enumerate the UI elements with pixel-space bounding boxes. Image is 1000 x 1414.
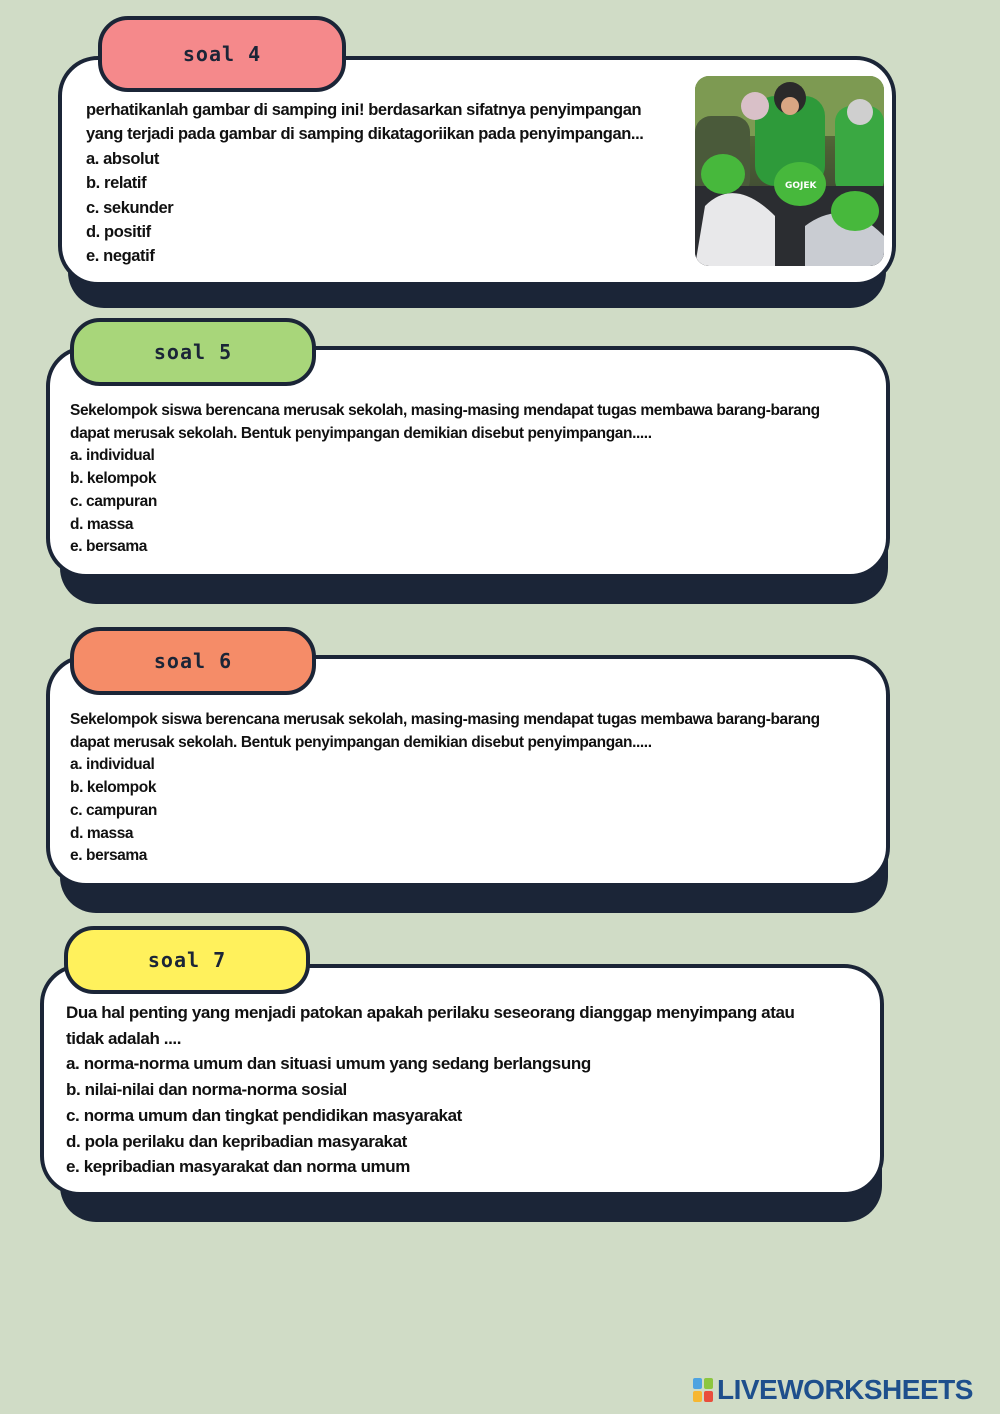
soal5-question-line1: Sekelompok siswa berencana merusak sekolah, masing-masing mendapat tugas membawa barang-barang bbox=[70, 402, 820, 419]
option-d[interactable]: d. positif bbox=[86, 223, 151, 242]
option-b[interactable]: b. kelompok bbox=[70, 470, 157, 488]
soal7-options[interactable] bbox=[66, 1051, 795, 1180]
option-e[interactable]: e. bersama bbox=[70, 538, 147, 556]
option-c[interactable]: c. campuran bbox=[70, 801, 157, 819]
option-e[interactable]: e. bersama bbox=[70, 847, 147, 865]
ojek-photo-illustration bbox=[695, 76, 884, 266]
soal6-question bbox=[70, 709, 820, 868]
soal7-question-line1: Dua hal penting yang menjadi patokan apakah perilaku seseorang dianggap menyimpang atau bbox=[66, 1003, 795, 1022]
soal5-question-line2: dapat merusak sekolah. Bentuk penyimpangan demikian disebut penyimpangan..... bbox=[70, 424, 652, 442]
option-b[interactable]: b. nilai-nilai dan norma-norma sosial bbox=[66, 1080, 347, 1100]
option-c[interactable]: c. norma umum dan tingkat pendidikan masyarakat bbox=[66, 1105, 462, 1125]
soal6-question-line2: dapat merusak sekolah. Bentuk penyimpangan demikian disebut penyimpangan..... bbox=[70, 733, 652, 751]
option-e[interactable]: e. kepribadian masyarakat dan norma umum bbox=[66, 1157, 410, 1177]
option-d[interactable]: d. pola perilaku dan kepribadian masyarakat bbox=[66, 1131, 407, 1151]
option-b[interactable]: b. relatif bbox=[86, 174, 147, 193]
option-b[interactable]: b. kelompok bbox=[70, 779, 157, 797]
option-a[interactable]: a. norma-norma umum dan situasi umum yang sedang berlangsung bbox=[66, 1054, 591, 1074]
photo-helmet-label: GOJEK bbox=[785, 181, 817, 191]
soal5-options[interactable] bbox=[70, 445, 820, 559]
option-d[interactable]: d. massa bbox=[70, 824, 134, 842]
option-a[interactable]: a. individual bbox=[70, 447, 155, 465]
option-d[interactable]: d. massa bbox=[70, 515, 134, 533]
soal7-question bbox=[66, 1000, 795, 1180]
ojek-drivers-photo bbox=[695, 76, 884, 266]
soal4-options[interactable] bbox=[86, 147, 644, 269]
soal4-question bbox=[86, 98, 644, 269]
soal4-tab: soal 4 bbox=[98, 16, 346, 92]
soal6-tab: soal 6 bbox=[70, 627, 316, 695]
soal4-question-line2: yang terjadi pada gambar di samping dikatagoriikan pada penyimpangan... bbox=[86, 125, 644, 144]
option-c[interactable]: c. sekunder bbox=[86, 198, 174, 217]
soal7-question-line2: tidak adalah .... bbox=[66, 1028, 182, 1048]
option-c[interactable]: c. campuran bbox=[70, 492, 157, 510]
soal6-question-line1: Sekelompok siswa berencana merusak sekolah, masing-masing mendapat tugas membawa barang-barang bbox=[70, 711, 820, 728]
soal5-tab: soal 5 bbox=[70, 318, 316, 386]
liveworksheets-brand bbox=[693, 1374, 973, 1406]
liveworksheets-logo-icon bbox=[693, 1378, 713, 1402]
soal6-options[interactable] bbox=[70, 754, 820, 868]
soal4-question-line1: perhatikanlah gambar di samping ini! berdasarkan sifatnya penyimpangan bbox=[86, 101, 642, 119]
option-e[interactable]: e. negatif bbox=[86, 247, 155, 266]
option-a[interactable]: a. absolut bbox=[86, 149, 160, 168]
option-a[interactable]: a. individual bbox=[70, 756, 155, 774]
soal5-question bbox=[70, 400, 820, 559]
soal7-tab: soal 7 bbox=[64, 926, 310, 994]
liveworksheets-wordmark: LIVEWORKSHEETS bbox=[717, 1374, 973, 1405]
